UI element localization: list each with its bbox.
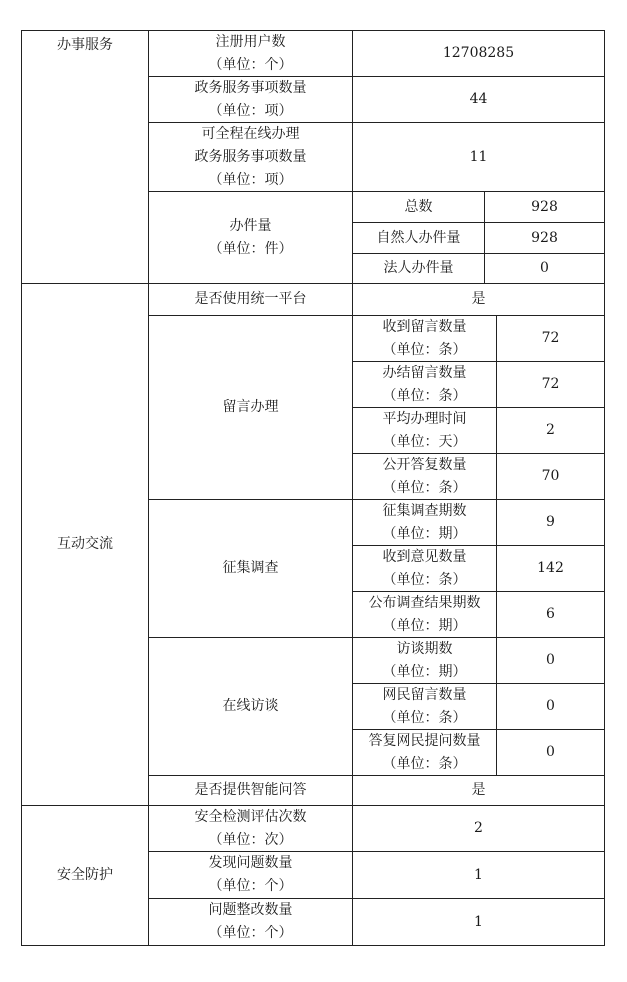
section-label-interaction — [21, 283, 149, 806]
item-label: 安全检测评估次数 — [194, 808, 307, 825]
value-text: 2 — [474, 820, 483, 836]
sub-label: 访谈期数 — [396, 640, 453, 657]
item-unified-platform — [148, 283, 353, 316]
sub-label-questions-answered — [352, 729, 497, 776]
sub-value-average-time — [496, 407, 605, 454]
sub-label-survey-periods — [352, 499, 497, 546]
sub-label: 总数 — [404, 198, 433, 215]
sub-label-messages-closed — [352, 361, 497, 408]
sub-value-survey-periods — [496, 499, 605, 546]
item-online-service-count — [148, 122, 353, 192]
item-message-handling — [148, 315, 353, 500]
sub-label: 公开答复数量 — [382, 456, 467, 473]
sub-unit: （单位：期） — [382, 617, 467, 634]
sub-value-netizen-messages — [496, 683, 605, 730]
item-unit: （单位：件） — [208, 240, 293, 257]
value-text: 1 — [474, 913, 483, 930]
item-smart-qa — [148, 775, 353, 806]
value-service-count — [352, 76, 605, 123]
section-label: 互动交流 — [57, 536, 113, 552]
sub-label: 网民留言数量 — [382, 686, 467, 703]
value-text: 44 — [469, 91, 488, 107]
sub-unit: （单位：条） — [382, 341, 467, 358]
value-text: 142 — [537, 560, 564, 576]
value-problems-fixed — [352, 898, 605, 946]
value-text: 12708285 — [442, 45, 515, 61]
sub-label: 法人办件量 — [383, 260, 454, 276]
sub-value-questions-answered — [496, 729, 605, 776]
sub-value-total — [484, 191, 605, 223]
sub-value-legal-person — [484, 253, 605, 284]
item-label: 在线访谈 — [222, 698, 279, 714]
value-registered-users — [352, 30, 605, 77]
sub-label: 自然人办件量 — [376, 229, 461, 246]
item-label: 政务服务事项数量 — [194, 79, 307, 96]
sub-unit: （单位：条） — [382, 755, 467, 772]
sub-label-netizen-messages — [352, 683, 497, 730]
sub-label-total — [352, 191, 485, 223]
item-label: 征集调查 — [222, 560, 279, 576]
section-label-security — [21, 805, 149, 946]
sub-value-interview-periods — [496, 637, 605, 684]
sub-unit: （单位：条） — [382, 387, 467, 404]
item-label: 留言办理 — [222, 399, 279, 415]
value-security-assessments — [352, 805, 605, 852]
value-text: 0 — [546, 652, 555, 668]
sub-unit: （单位：期） — [382, 525, 467, 542]
value-text: 72 — [541, 376, 560, 392]
value-text: 72 — [541, 330, 560, 346]
sub-label: 公布调查结果期数 — [368, 594, 481, 611]
section-label-services — [21, 30, 149, 284]
item-unit: （单位：项） — [208, 102, 293, 119]
value-text: 0 — [546, 698, 555, 714]
sub-label: 平均办理时间 — [382, 410, 467, 427]
sub-value-messages-received — [496, 315, 605, 362]
value-online-service-count — [352, 122, 605, 192]
value-text: 11 — [469, 148, 488, 165]
sub-value-natural-person — [484, 222, 605, 254]
sub-label: 收到留言数量 — [382, 318, 467, 335]
value-unified-platform — [352, 283, 605, 316]
value-text: 928 — [531, 198, 558, 215]
value-text: 928 — [531, 229, 558, 246]
item-label: 注册用户数 — [215, 33, 286, 50]
sub-value-opinions-received — [496, 545, 605, 592]
item-label-2: 政务服务事项数量 — [194, 148, 307, 165]
sub-label-messages-received — [352, 315, 497, 362]
item-unit: （单位：次） — [208, 831, 293, 848]
sub-label-natural-person — [352, 222, 485, 254]
item-unit: （单位：个） — [208, 56, 293, 73]
value-text: 0 — [540, 260, 549, 276]
value-text: 9 — [546, 514, 555, 530]
sub-label: 办结留言数量 — [382, 364, 467, 381]
sub-value-messages-closed — [496, 361, 605, 408]
item-label: 问题整改数量 — [208, 902, 293, 918]
value-smart-qa — [352, 775, 605, 806]
sub-unit: （单位：条） — [382, 709, 467, 726]
sub-value-results-published — [496, 591, 605, 638]
item-label: 发现问题数量 — [208, 855, 293, 871]
item-problems-found — [148, 851, 353, 899]
item-label: 办件量 — [229, 217, 272, 234]
value-text: 0 — [546, 744, 555, 760]
item-label: 是否使用统一平台 — [194, 291, 307, 307]
sub-label-interview-periods — [352, 637, 497, 684]
value-problems-found — [352, 851, 605, 899]
value-text: 2 — [546, 422, 555, 438]
sub-unit: （单位：条） — [382, 571, 467, 588]
item-case-volume — [148, 191, 353, 284]
item-unit: （单位：个） — [208, 878, 293, 894]
value-text: 70 — [541, 468, 560, 484]
item-registered-users — [148, 30, 353, 77]
item-unit: （单位：个） — [208, 925, 293, 941]
sub-unit: （单位：天） — [382, 433, 467, 450]
sub-label-public-replies — [352, 453, 497, 500]
sub-label-results-published — [352, 591, 497, 638]
item-label: 是否提供智能问答 — [194, 782, 307, 798]
item-online-interview — [148, 637, 353, 776]
sub-label-average-time — [352, 407, 497, 454]
item-problems-fixed — [148, 898, 353, 946]
item-service-count — [148, 76, 353, 123]
item-survey — [148, 499, 353, 638]
sub-value-public-replies — [496, 453, 605, 500]
value-text: 1 — [474, 866, 483, 883]
sub-unit: （单位：条） — [382, 479, 467, 496]
item-unit: （单位：项） — [208, 171, 293, 188]
value-text: 是 — [471, 782, 486, 798]
sub-label-opinions-received — [352, 545, 497, 592]
section-label: 安全防护 — [57, 867, 113, 883]
sub-label-legal-person — [352, 253, 485, 284]
value-text: 是 — [471, 291, 486, 307]
sub-label: 征集调查期数 — [382, 502, 467, 519]
section-label: 办事服务 — [57, 37, 113, 53]
sub-unit: （单位：期） — [382, 663, 467, 680]
value-text: 6 — [546, 606, 555, 622]
item-label: 可全程在线办理 — [201, 125, 300, 142]
item-security-assessments — [148, 805, 353, 852]
sub-label: 收到意见数量 — [382, 548, 467, 565]
sub-label: 答复网民提问数量 — [368, 732, 481, 749]
